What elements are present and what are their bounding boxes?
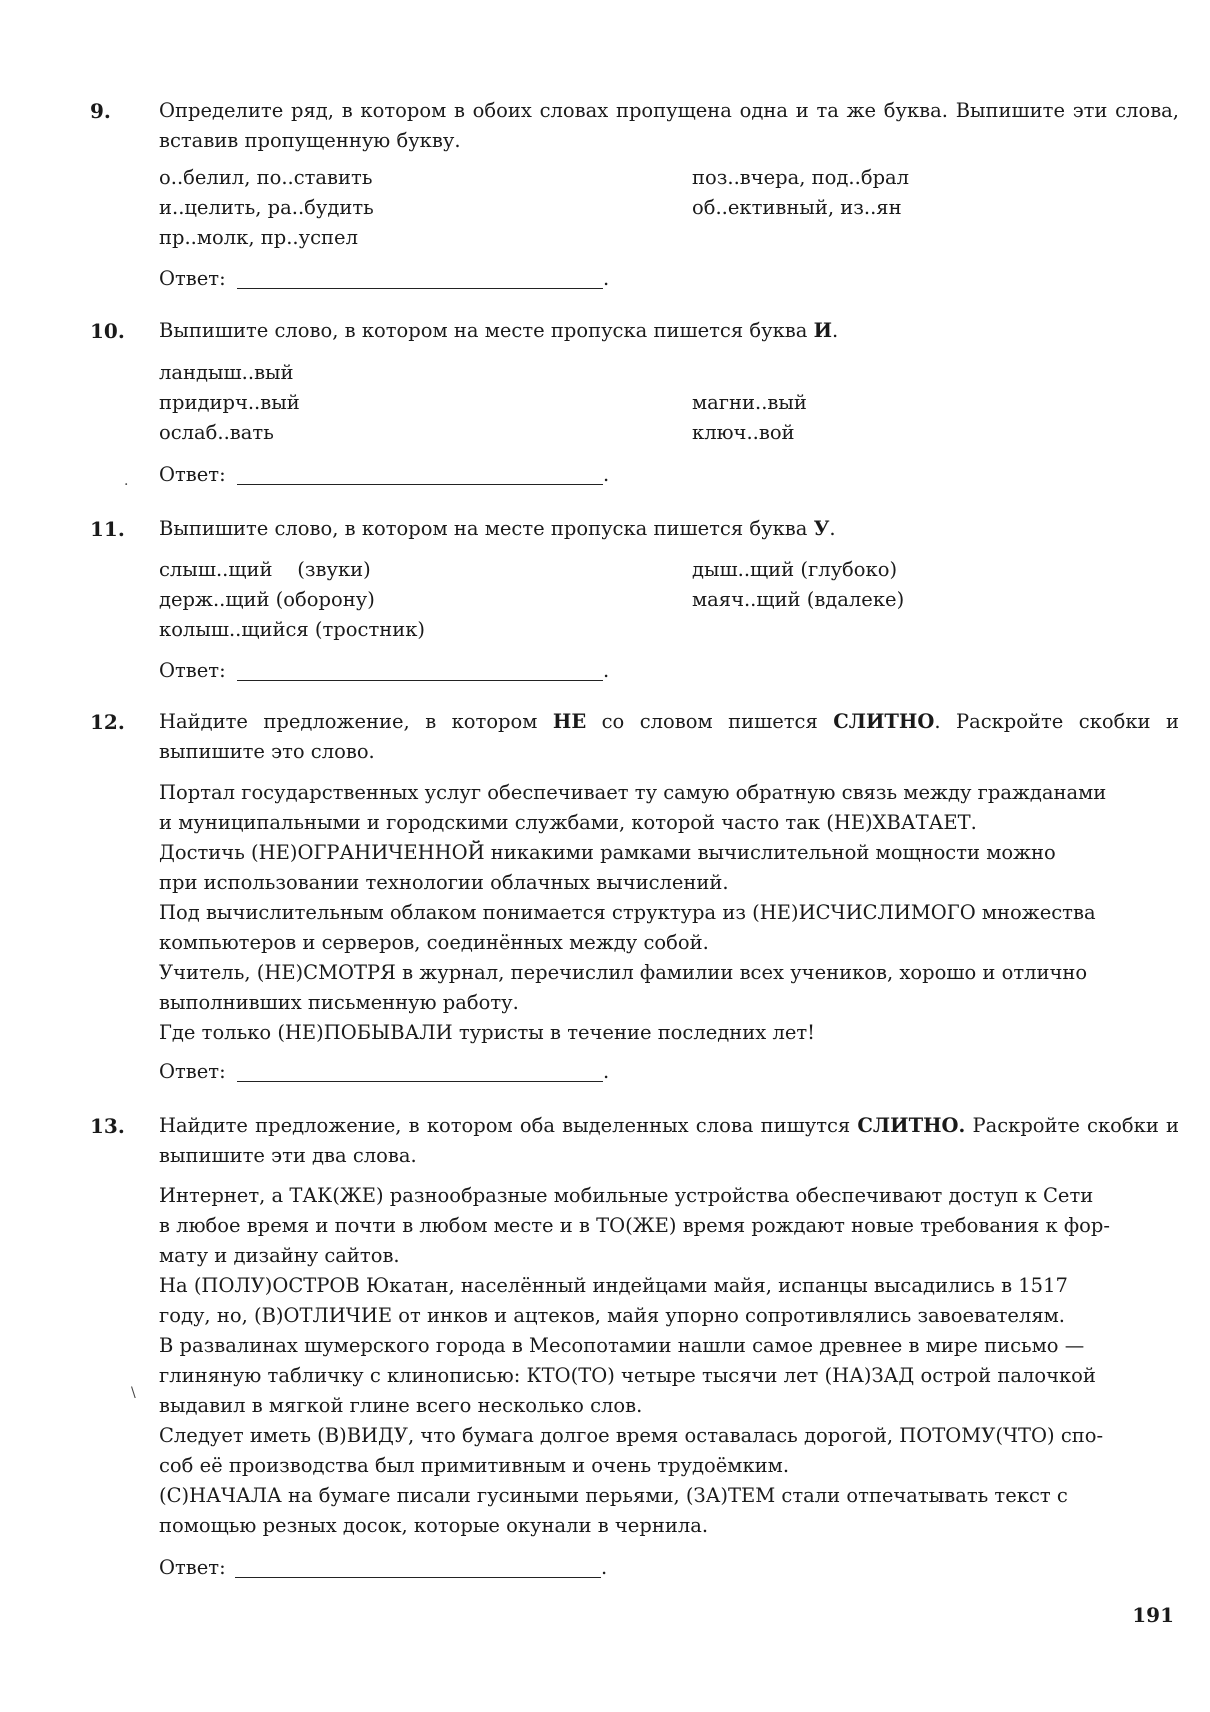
page-number: 191: [1132, 1603, 1174, 1627]
sentence-line: (С)НАЧАЛА на бумаге писали гусиными перьями, (ЗА)ТЕМ стали отпечатывать текст с: [159, 1484, 1068, 1507]
question-10-answer-line[interactable]: [237, 484, 603, 485]
question-13-sentences: [159, 1181, 1179, 1541]
question-10-option: ландыш..вый: [159, 361, 294, 384]
sentence-line: Где только (НЕ)ПОБЫВАЛИ туристы в течение последних лет!: [159, 1021, 816, 1044]
question-11-prompt-text: Выпишите слово, в котором на месте пропуска пишется буква: [159, 517, 814, 540]
question-11-prompt-end: .: [829, 517, 836, 540]
question-11-option: дыш..щий (глубоко): [692, 558, 898, 581]
question-10-option: магни..вый: [692, 391, 807, 414]
question-9-prompt: Определите ряд, в котором в обоих словах пропущена одна и та же буква. Выпишите эти слова, вставив пропущенную букву.: [159, 99, 1179, 152]
question-10-option: ослаб..вать: [159, 421, 274, 444]
answer-period: .: [601, 1556, 608, 1579]
question-9-number: 9.: [90, 99, 111, 123]
prompt-bold: СЛИТНО: [833, 710, 935, 733]
question-9-option: поз..вчера, под..брал: [692, 166, 910, 189]
sentence-line: выполнивших письменную работу.: [159, 991, 519, 1014]
question-9-option: об..ективный, из..ян: [692, 196, 902, 219]
sentence-line: помощью резных досок, которые окунали в чернила.: [159, 1514, 709, 1537]
prompt-text: Найдите предложение, в котором: [159, 710, 553, 733]
sentence-line: году, но, (В)ОТЛИЧИЕ от инков и ацтеков, майя упорно сопротивлялись завоевателям.: [159, 1304, 1065, 1327]
sentence-line: мату и дизайну сайтов.: [159, 1244, 400, 1267]
question-10-prompt: [159, 316, 1179, 346]
prompt-text: со словом пишется: [586, 710, 834, 733]
sentence-line: соб её производства был примитивным и очень трудоёмким.: [159, 1454, 790, 1477]
question-9-option: и..целить, ра..будить: [159, 196, 374, 219]
answer-period: .: [603, 267, 610, 290]
prompt-bold: СЛИТНО.: [857, 1114, 966, 1137]
question-13-answer-line[interactable]: [235, 1577, 601, 1578]
question-11-option: маяч..щий (вдалеке): [692, 588, 905, 611]
question-10-answer-label: Ответ:: [159, 463, 226, 486]
sentence-line: Интернет, а ТАК(ЖЕ) разнообразные мобильные устройства обеспечивают доступ к Сети: [159, 1184, 1094, 1207]
question-9-answer-line[interactable]: [237, 288, 603, 289]
question-11-letter: У: [813, 517, 830, 540]
sentence-line: Учитель, (НЕ)СМОТРЯ в журнал, перечислил фамилии всех учеников, хорошо и отлично: [159, 961, 1088, 984]
answer-period: .: [603, 463, 610, 486]
question-11-option: слыш..щий (звуки): [159, 558, 371, 581]
sentence-line: На (ПОЛУ)ОСТРОВ Юкатан, населённый индейцами майя, испанцы высадились в 1517: [159, 1274, 1068, 1297]
sentence-line: Под вычислительным облаком понимается структура из (НЕ)ИСЧИСЛИМОГО множества: [159, 901, 1096, 924]
margin-mark: \: [131, 1385, 136, 1401]
prompt-bold: НЕ: [552, 710, 587, 733]
prompt-text: . Раскройте скобки и выпишите это слово.: [159, 710, 1179, 763]
question-10-prompt-text: Выпишите слово, в котором на месте пропуска пишется буква: [159, 319, 814, 342]
question-11-prompt: [159, 514, 1179, 544]
sentence-line: в любое время и почти в любом месте и в ТО(ЖЕ) время рождают новые требования к фор-: [159, 1214, 1110, 1237]
question-9-option: пр..молк, пр..успел: [159, 226, 358, 249]
sentence-line: Следует иметь (В)ВИДУ, что бумага долгое время оставалась дорогой, ПОТОМУ(ЧТО) спо-: [159, 1424, 1104, 1447]
prompt-text: Найдите предложение, в котором оба выделенных слова пишутся: [159, 1114, 858, 1137]
question-11-number: 11.: [90, 517, 125, 541]
prompt-text: Раскройте скобки и выпишите эти два слова.: [159, 1114, 1179, 1167]
sentence-line: Портал государственных услуг обеспечивает ту самую обратную связь между гражданами: [159, 781, 1107, 804]
answer-period: .: [603, 1060, 610, 1083]
sentence-line: выдавил в мягкой глине всего несколько слов.: [159, 1394, 643, 1417]
question-13-number: 13.: [90, 1114, 125, 1138]
sentence-line: глиняную табличку с клинописью: КТО(ТО) четыре тысячи лет (НА)ЗАД острой палочкой: [159, 1364, 1096, 1387]
question-10-prompt-end: .: [832, 319, 839, 342]
question-12-answer-line[interactable]: [237, 1081, 603, 1082]
sentence-line: при использовании технологии облачных вычислений.: [159, 871, 729, 894]
question-13-answer-label: Ответ:: [159, 1556, 226, 1579]
sentence-line: Достичь (НЕ)ОГРАНИЧЕННОЙ никакими рамками вычислительной мощности можно: [159, 841, 1056, 864]
answer-period: .: [603, 659, 610, 682]
question-13-prompt: [159, 1111, 1179, 1171]
question-11-answer-label: Ответ:: [159, 659, 226, 682]
question-12-number: 12.: [90, 710, 125, 734]
sentence-line: и муниципальными и городскими службами, которой часто так (НЕ)ХВАТАЕТ.: [159, 811, 977, 834]
question-10-option: придирч..вый: [159, 391, 300, 414]
question-10-letter: И: [813, 319, 832, 342]
question-12-answer-label: Ответ:: [159, 1060, 226, 1083]
question-11-option: держ..щий (оборону): [159, 588, 375, 611]
question-10-number: 10.: [90, 319, 125, 343]
question-11-answer-line[interactable]: [237, 680, 603, 681]
question-9-option: о..белил, по..ставить: [159, 166, 373, 189]
question-11-option: колыш..щийся (тростник): [159, 618, 426, 641]
question-10-option: ключ..вой: [692, 421, 795, 444]
question-12-sentences: [159, 778, 1179, 1048]
sentence-line: компьютеров и серверов, соединённых между собой.: [159, 931, 709, 954]
question-12-prompt: [159, 707, 1179, 767]
margin-mark: ·: [124, 477, 129, 493]
sentence-line: В развалинах шумерского города в Месопотамии нашли самое древнее в мире письмо —: [159, 1334, 1085, 1357]
question-9-answer-label: Ответ:: [159, 267, 226, 290]
